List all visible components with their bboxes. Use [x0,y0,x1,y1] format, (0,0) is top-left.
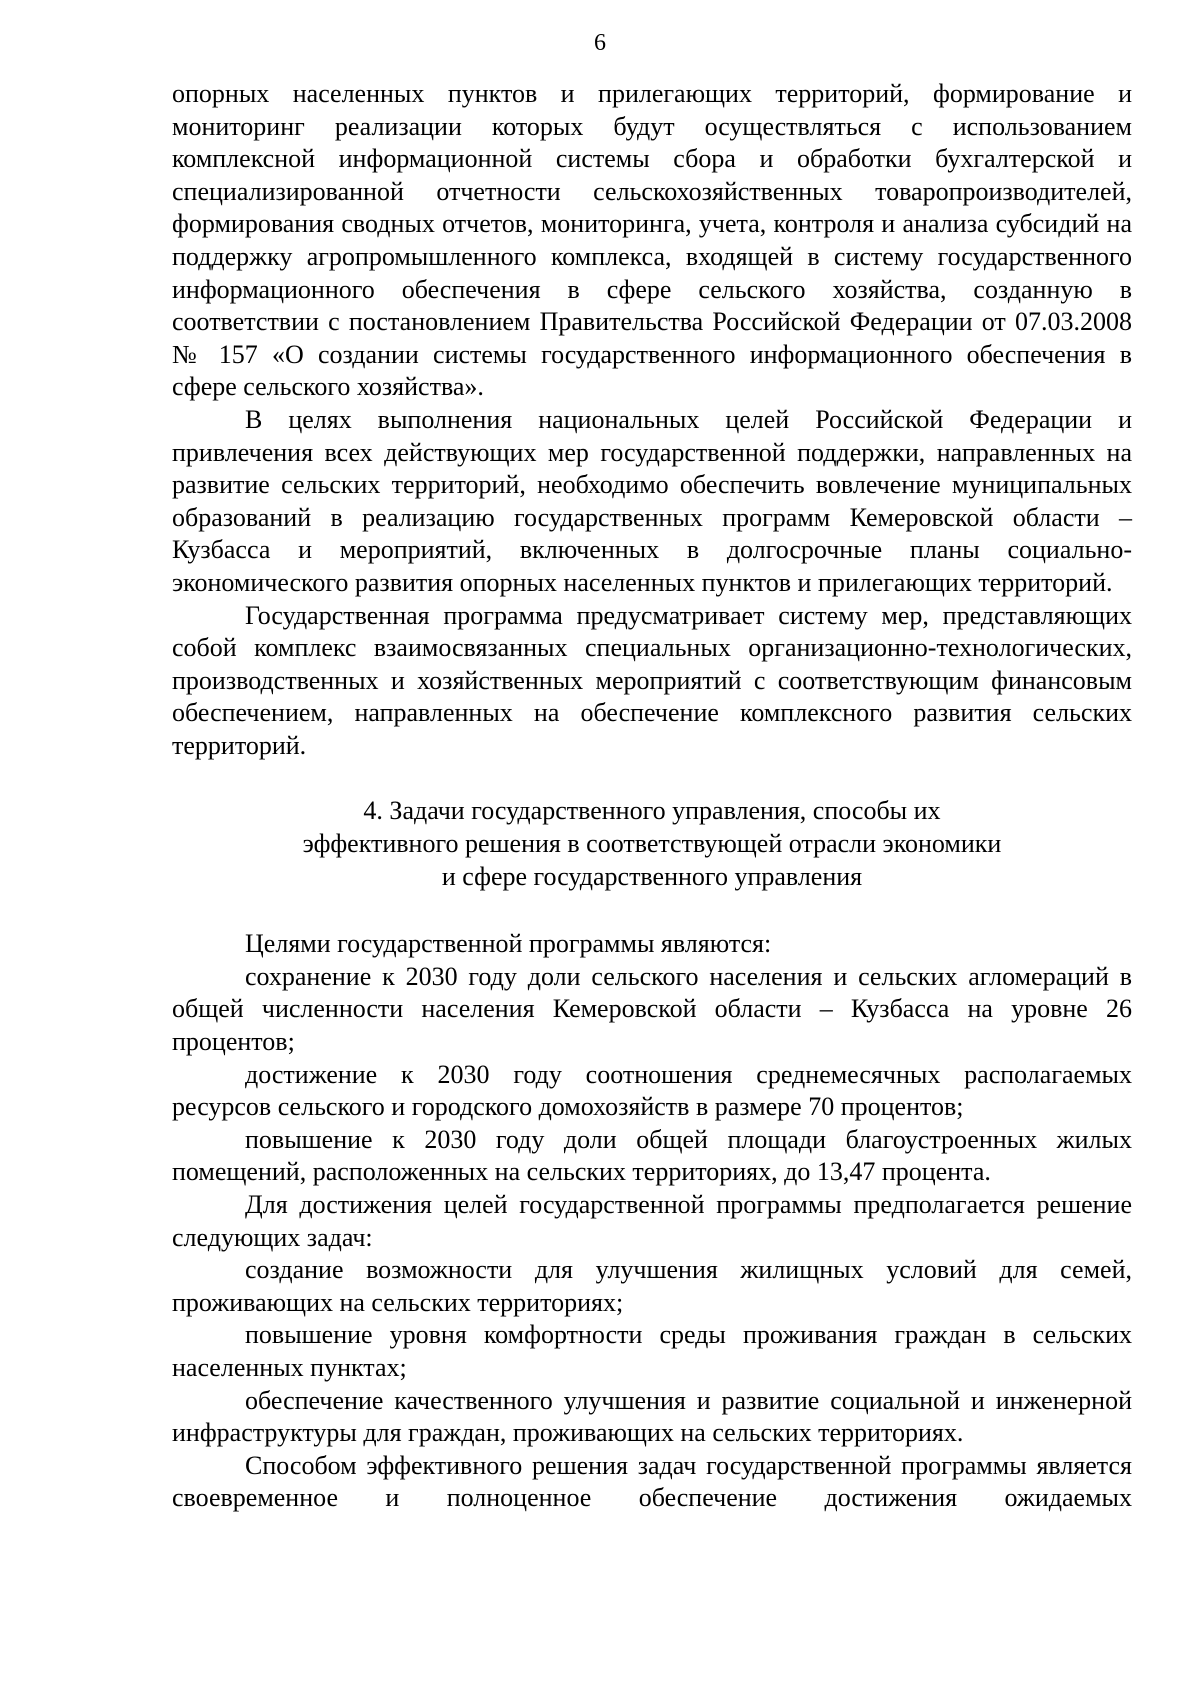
document-body [172,78,1132,1515]
task-item-living-comfort: повышение уровня комфортности среды проживания граждан в сельских населенных пунктах; [172,1320,1132,1382]
goal-item-rural-population: сохранение к 2030 году доли сельского населения и сельских агломераций в общей численности населения Кемеровской области – Кузбасса на уровне 26 процентов; [172,961,1132,1057]
section-heading-line-2: эффективного решения в соответствующей отрасли экономики [302,829,1002,859]
paragraph-solution-method: Способом эффективного решения задач государственной программы является своевременное и полноценное обеспечение достижения ожидаемых [172,1450,1132,1513]
page-number: 6 [594,30,606,56]
goal-item-housing-area: повышение к 2030 году доли общей площади благоустроенных жилых помещений, расположенных на сельских территориях, до 13,47 процента. [172,1124,1132,1187]
paragraph-continuation: опорных населенных пунктов и прилегающих территорий, формирование и мониторинг реализации которых будут осуществляться с использованием комплексной информационной системы сбора и обработки бухгалтерской и специализированной отчетности сельскохозяйственных товаропроизводителей, формирования сводных отчетов, мониторинга, учета, контроля и анализа субсидий на поддержку агропромышленного комплекса, входящей в систему государственного информационного обеспечения в сфере сельского хозяйства, созданную в соответствии с постановлением Правительства Российской Федерации от 07.03.2008 № 157 «О создании системы государственного информационного обеспечения в сфере сельского хозяйства». [172,79,1132,402]
paragraph-tasks-intro: Для достижения целей государственной программы предполагается решение следующих задач: [172,1190,1132,1252]
goal-item-household-resources: достижение к 2030 году соотношения среднемесячных располагаемых ресурсов сельского и городского домохозяйств в размере 70 процентов; [172,1059,1132,1122]
section-heading [172,795,1132,893]
task-item-infrastructure: обеспечение качественного улучшения и развитие социальной и инженерной инфраструктуры для граждан, проживающих на сельских территориях. [172,1385,1132,1448]
section-heading-line-1: 4. Задачи государственного управления, способы их [363,796,941,826]
paragraph-goals-intro: Целями государственной программы являются: [245,929,772,959]
task-item-housing-conditions: создание возможности для улучшения жилищных условий для семей, проживающих на сельских территориях; [172,1255,1132,1317]
section-heading-line-3: и сфере государственного управления [441,861,863,891]
paragraph-national-goals: В целях выполнения национальных целей Российской Федерации и привлечения всех действующих мер государственной поддержки, направленных на развитие сельских территорий, необходимо обеспечить вовлечение муниципальных образований в реализацию государственных программ Кемеровской области – Кузбасса и мероприятий, включенных в долгосрочные планы социально-экономического развития опорных населенных пунктов и прилегающих территорий. [172,404,1132,597]
paragraph-program-measures: Государственная программа предусматривает систему мер, представляющих собой комплекс взаимосвязанных специальных организационно-технологических, производственных и хозяйственных мероприятий с соответствующим финансовым обеспечением, направленных на обеспечение комплексного развития сельских территорий. [172,600,1132,760]
